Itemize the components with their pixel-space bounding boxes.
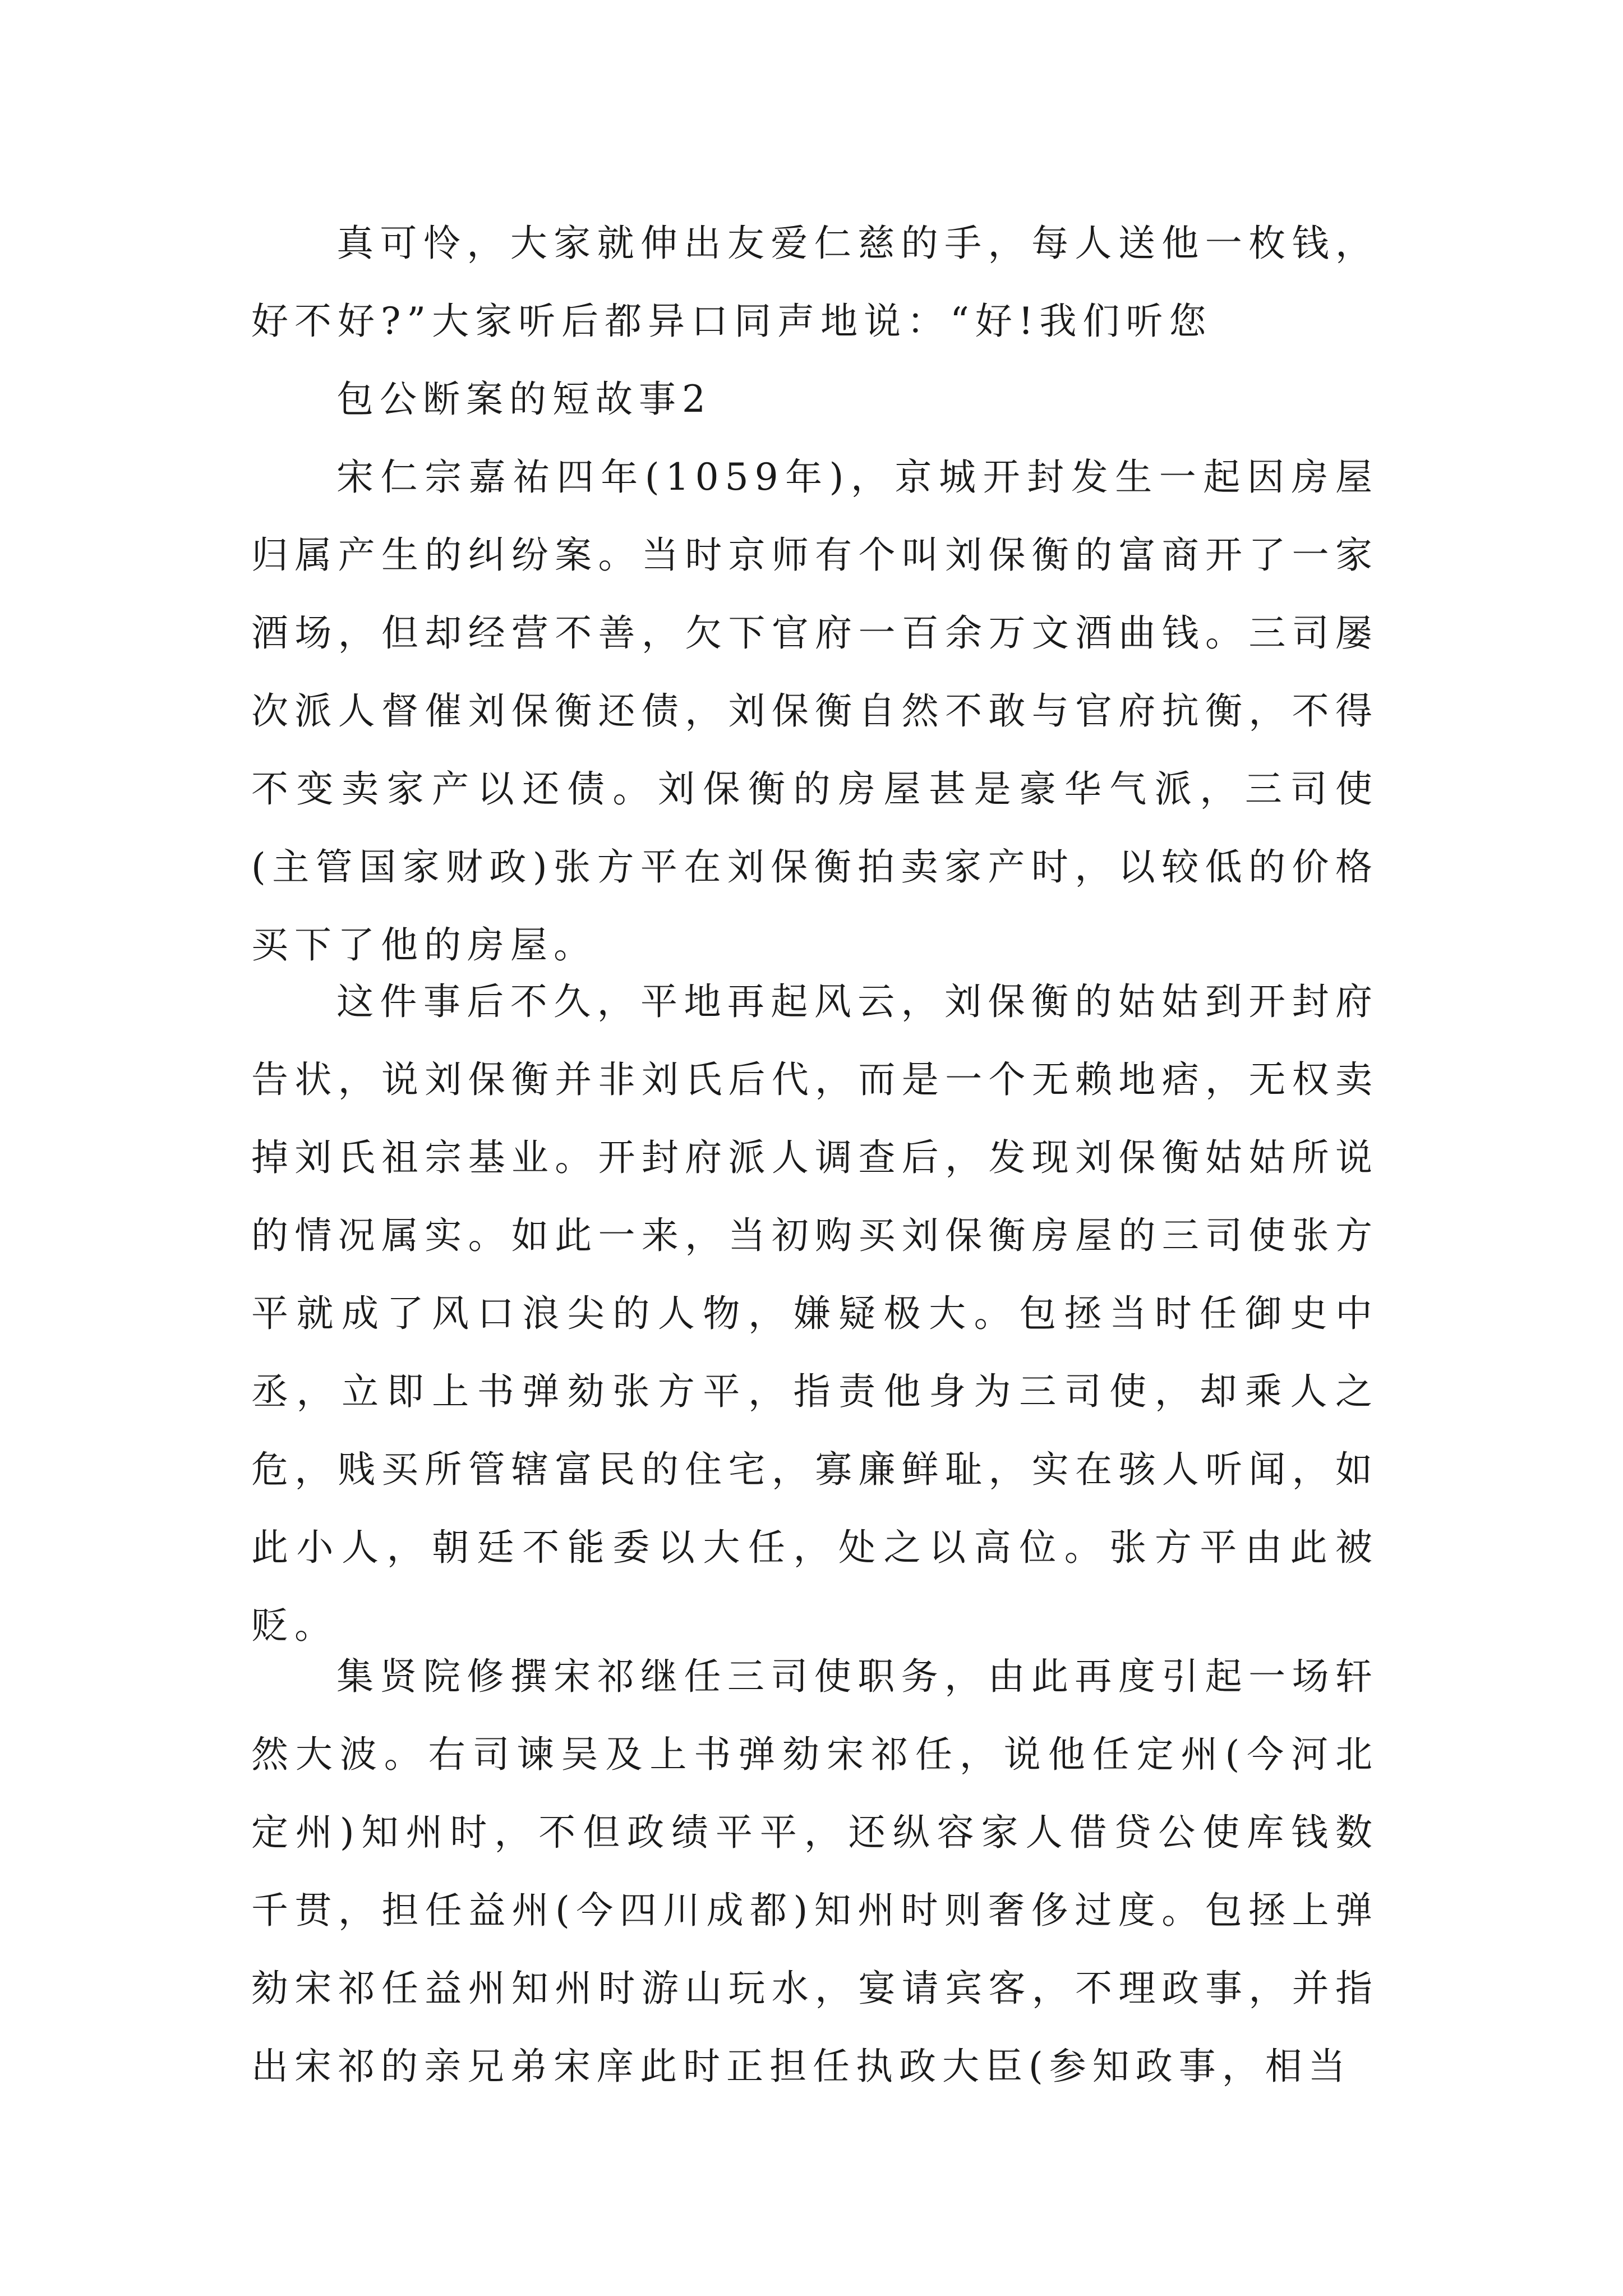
paragraph: 集贤院修撰宋祁继任三司使职务，由此再度引起一场轩然大波。右司谏吴及上书弹劾宋祁任，说他任定州(今河北定州)知州时，不但政绩平平，还纵容家人借贷公使库钱数千贯，担任益州(今四川成都)知州时则奢侈过度。包拯上弹劾宋祁任益州知州时游山玩水，宴请宾客，不理政事，并指出宋祁的亲兄弟宋庠此时正担任执政大臣(参知政事，相当 — [251, 1655, 1378, 2088]
paragraph-continuation: 真可怜，大家就伸出友爱仁慈的手，每人送他一枚钱，好不好?”大家听后都异口同声地说：“好!我们听您 — [251, 222, 1378, 343]
paragraph: 宋仁宗嘉祐四年(1059年)，京城开封发生一起因房屋归属产生的纠纷案。当时京师有个叫刘保衡的富商开了一家酒场，但却经营不善，欠下官府一百余万文酒曲钱。三司屡次派人督催刘保衡还债，刘保衡自然不敢与官府抗衡，不得不变卖家产以还债。刘保衡的房屋甚是豪华气派，三司使(主管国家财政)张方平在刘保衡拍卖家产时，以较低的价格买下了他的房屋。 — [251, 455, 1378, 967]
section-heading: 包公断案的短故事2 — [336, 378, 712, 421]
paragraph: 这件事后不久，平地再起风云，刘保衡的姑姑到开封府告状，说刘保衡并非刘氏后代，而是一个无赖地痞，无权卖掉刘氏祖宗基业。开封府派人调查后，发现刘保衡姑姑所说的情况属实。如此一来，当初购买刘保衡房屋的三司使张方平就成了风口浪尖的人物，嫌疑极大。包拯当时任御史中丞，立即上书弹劾张方平，指责他身为三司使，却乘人之危，贱买所管辖富民的住宅，寡廉鲜耻，实在骇人听闻，如此小人，朝廷不能委以大任，处之以高位。张方平由此被贬。 — [251, 980, 1378, 1647]
